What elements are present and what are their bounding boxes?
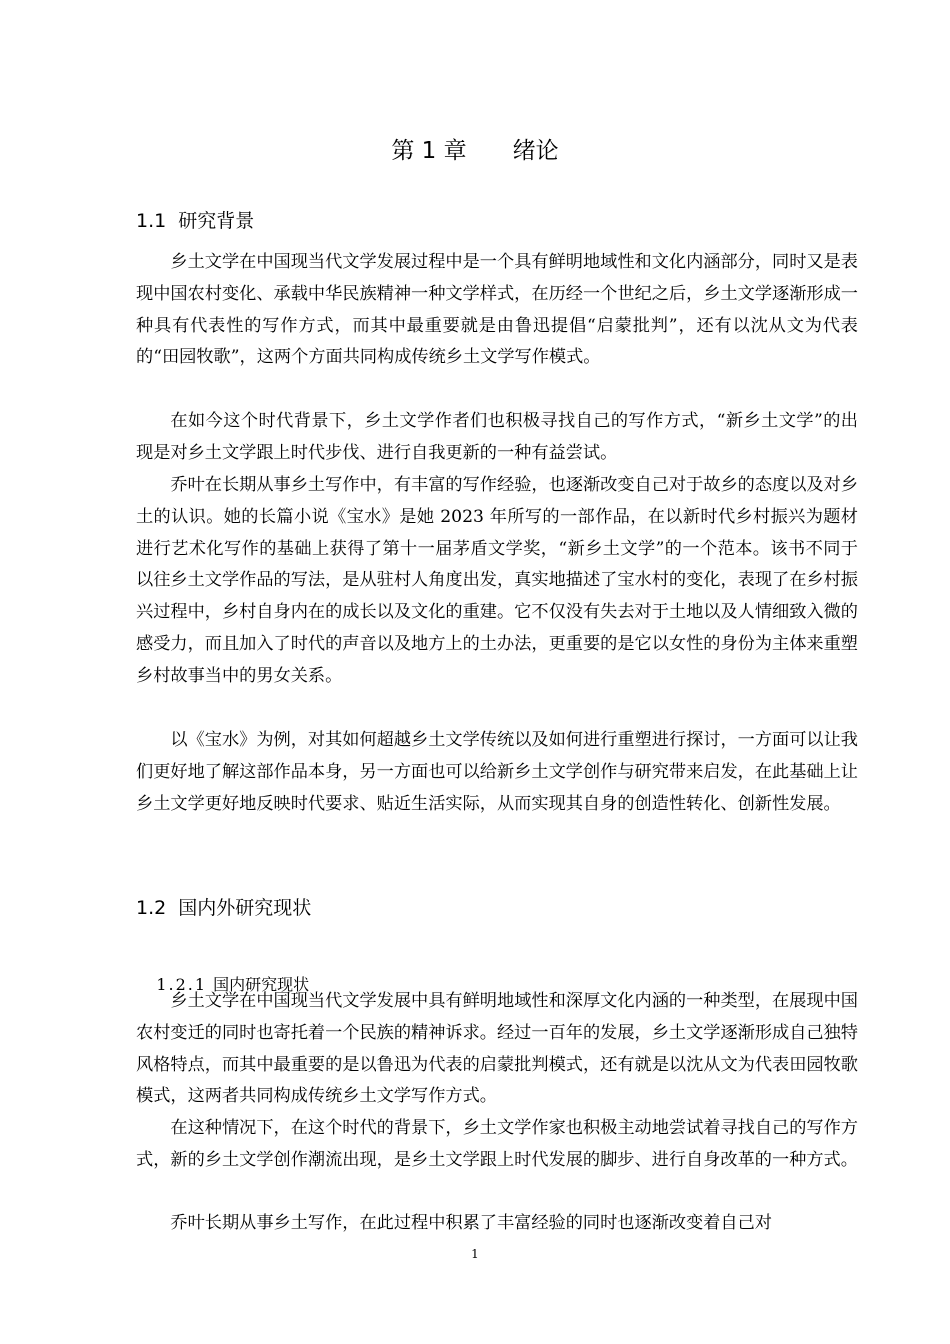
section-heading-1-1: 1.1 研究背景 [136, 210, 255, 232]
subsection-title: 国内研究现状 [213, 975, 310, 994]
chapter-title: 第 1 章 绪论 [391, 138, 559, 164]
subsection-number: 1.2.1 [156, 975, 208, 994]
body-paragraph: 乔叶长期从事乡土写作，在此过程中积累了丰富经验的同时也逐渐改变着自己对 [170, 1213, 772, 1233]
body-paragraph: 在这种情况下，在这个时代的背景下，乡土文学作家也积极主动地尝试着寻找自己的写作方式，新的乡土文学创作潮流出现，是乡土文学跟上时代发展的脚步、进行自身改革的一种方式。 [136, 1118, 858, 1170]
body-paragraph: 以《宝水》为例，对其如何超越乡土文学传统以及如何进行重塑进行探讨，一方面可以让我们更好地了解这部作品本身，另一方面也可以给新乡土文学创作与研究带来启发，在此基础上让乡土文学更好地反映时代要求、贴近生活实际，从而实现其自身的创造性转化、创新性发展。 [136, 730, 858, 814]
body-paragraph: 乔叶在长期从事乡土写作中，有丰富的写作经验，也逐渐改变自己对于故乡的态度以及对乡土的认识。她的长篇小说《宝水》是她 2023 年所写的一部作品，在以新时代乡村振兴为题材进行艺术化写作的基础上获得了第十一届茅盾文学奖，“新乡土文学”的一个范本。该书不同于以往乡土文学作品的写法，是从驻村人角度出发，真实地描述了宝水村的变化，表现了在乡村振兴过程中，乡村自身内在的成长以及文化的重建。它不仅没有失去对于土地以及人情细致入微的感受力，而且加入了时代的声音以及地方上的土办法，更重要的是它以女性的身份为主体来重塑乡村故事当中的男女关系。 [136, 475, 858, 686]
section-heading-1-2: 1.2 国内外研究现状 [136, 897, 312, 919]
page-number: 1 [471, 1247, 479, 1261]
body-paragraph: 乡土文学在中国现当代文学发展过程中是一个具有鲜明地域性和文化内涵部分，同时又是表现中国农村变化、承载中华民族精神一种文学样式，在历经一个世纪之后，乡土文学逐渐形成一种具有代表性的写作方式，而其中最重要就是由鲁迅提倡“启蒙批判”，还有以沈从文为代表的“田园牧歌”，这两个方面共同构成传统乡土文学写作模式。 [136, 252, 858, 368]
body-paragraph: 乡土文学在中国现当代文学发展中具有鲜明地域性和深厚文化内涵的一种类型，在展现中国农村变迁的同时也寄托着一个民族的精神诉求。经过一百年的发展，乡土文学逐渐形成自己独特风格特点，而其中最重要的是以鲁迅为代表的启蒙批判模式，还有就是以沈从文为代表田园牧歌模式，这两者共同构成传统乡土文学写作方式。 [136, 991, 858, 1107]
body-paragraph: 在如今这个时代背景下，乡土文学作者们也积极寻找自己的写作方式，“新乡土文学”的出现是对乡土文学跟上时代步伐、进行自我更新的一种有益尝试。 [136, 411, 858, 463]
